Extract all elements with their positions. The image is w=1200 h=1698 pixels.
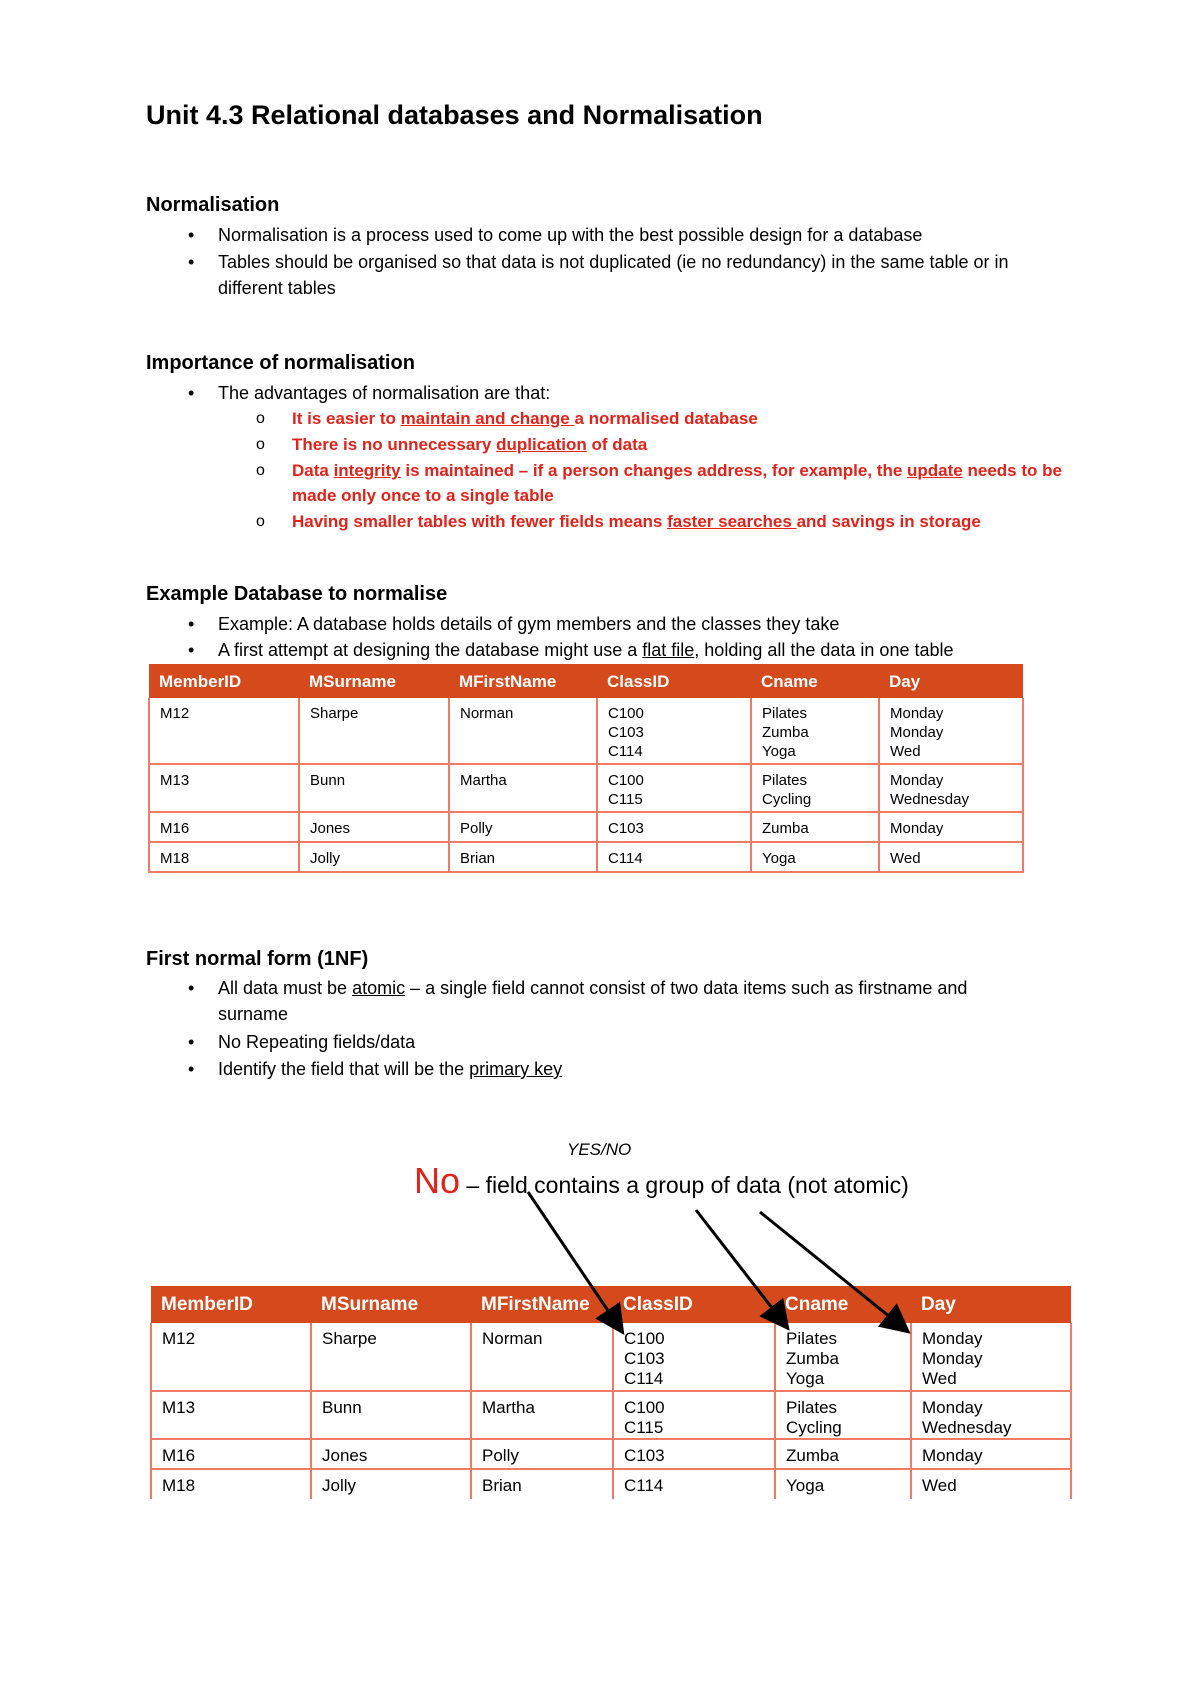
table-cell: Sharpe [311,1323,471,1391]
column-header: Cname [751,664,879,698]
table-cell: Jolly [311,1469,471,1499]
table-cell: Brian [471,1469,613,1499]
column-header: MFirstName [449,664,597,698]
normalisation-bullet-1: • Normalisation is a process used to come up with the best possible design for a database [218,222,1058,248]
table-cell: Jolly [299,842,449,872]
column-header: ClassID [597,664,751,698]
table-cell: Jones [311,1439,471,1469]
table-cell: Brian [449,842,597,872]
column-header: Cname [775,1286,911,1323]
no-answer: No [414,1160,461,1201]
table-cell: Pilates Cycling [775,1391,911,1439]
table-cell: C103 [597,812,751,842]
column-header: ClassID [613,1286,775,1323]
table-cell: Monday Monday Wed [911,1323,1071,1391]
table-cell: C103 [613,1439,775,1469]
table-cell: M13 [149,764,299,812]
table-cell: M13 [151,1391,311,1439]
table-cell: Yoga [751,842,879,872]
column-header: MemberID [151,1286,311,1323]
first-normal-form-heading: First normal form (1NF) [146,948,369,970]
table-cell: C100 C115 [597,764,751,812]
column-header: Day [879,664,1023,698]
table-cell: Monday Wednesday [879,764,1023,812]
column-header: Day [911,1286,1071,1323]
table-cell: Norman [471,1323,613,1391]
importance-bullet: • The advantages of normalisation are that: [218,380,1058,406]
normalisation-bullet-2: • Tables should be organised so that data is not duplicated (ie no redundancy) in the same table or in different tables [218,249,1028,301]
table-cell: Monday [879,812,1023,842]
table-cell: Wed [879,842,1023,872]
table-cell: Norman [449,698,597,764]
table-cell: M18 [151,1469,311,1499]
table-cell: Pilates Zumba Yoga [751,698,879,764]
table-cell: Zumba [775,1439,911,1469]
example-bullet-1: • Example: A database holds details of gym members and the classes they take [218,611,1058,637]
table-cell: M12 [149,698,299,764]
table-cell: M12 [151,1323,311,1391]
page-title: Unit 4.3 Relational databases and Normalisation [146,100,763,130]
not-atomic-comment: No – field contains a group of data (not atomic) [414,1160,909,1201]
table-cell: Pilates Cycling [751,764,879,812]
table-cell: Yoga [775,1469,911,1499]
sub-bullet-marker: o [256,436,265,453]
flat-file-link: flat file [642,640,695,660]
advantage-1: o It is easier to maintain and change a normalised database [292,406,1082,431]
table-cell: C114 [613,1469,775,1499]
column-header: MSurname [311,1286,471,1323]
column-header: MemberID [149,664,299,698]
table-cell: C100 C103 C114 [613,1323,775,1391]
table-cell: Wed [911,1469,1071,1499]
table-cell: Bunn [311,1391,471,1439]
table-cell: Sharpe [299,698,449,764]
example-bullet-2: • A first attempt at designing the database might use a flat file, holding all the data in one table [218,637,1058,663]
table-cell: Pilates Zumba Yoga [775,1323,911,1391]
sub-bullet-marker: o [256,462,265,479]
table-cell: Martha [449,764,597,812]
table-cell: C114 [597,842,751,872]
advantage-3: o Data integrity is maintained – if a person changes address, for example, the update needs to be made only once to a single table [292,458,1072,508]
sub-bullet-marker: o [256,410,265,427]
table-cell: Monday Monday Wed [879,698,1023,764]
table-cell: Polly [471,1439,613,1469]
yes-no-question: YES/NO [567,1140,632,1159]
table-cell: Polly [449,812,597,842]
table-cell: Jones [299,812,449,842]
sub-bullet-marker: o [256,513,265,530]
table-cell: Monday Wednesday [911,1391,1071,1439]
advantage-4: o Having smaller tables with fewer fields means faster searches and savings in storage [292,509,1082,534]
column-header: MFirstName [471,1286,613,1323]
first-nf-bullet-1: • All data must be atomic – a single field cannot consist of two data items such as firstname and surname [218,975,1038,1027]
arrow-to-cname [696,1210,786,1326]
table-cell: M16 [151,1439,311,1469]
table-cell: M18 [149,842,299,872]
table-cell: Zumba [751,812,879,842]
table-cell: Bunn [299,764,449,812]
arrow-to-classid [528,1192,621,1330]
table-cell: M16 [149,812,299,842]
table-cell: C100 C115 [613,1391,775,1439]
table-cell: Monday [911,1439,1071,1469]
column-header: MSurname [299,664,449,698]
normalisation-heading: Normalisation [146,194,280,216]
first-nf-bullet-2: • No Repeating fields/data [218,1029,1058,1055]
advantage-2: o There is no unnecessary duplication of data [292,432,1082,457]
table-cell: C100 C103 C114 [597,698,751,764]
table-cell: Martha [471,1391,613,1439]
arrow-to-day [760,1212,906,1330]
importance-heading: Importance of normalisation [146,352,415,374]
first-nf-bullet-3: • Identify the field that will be the primary key [218,1056,1058,1082]
example-heading: Example Database to normalise [146,583,448,605]
